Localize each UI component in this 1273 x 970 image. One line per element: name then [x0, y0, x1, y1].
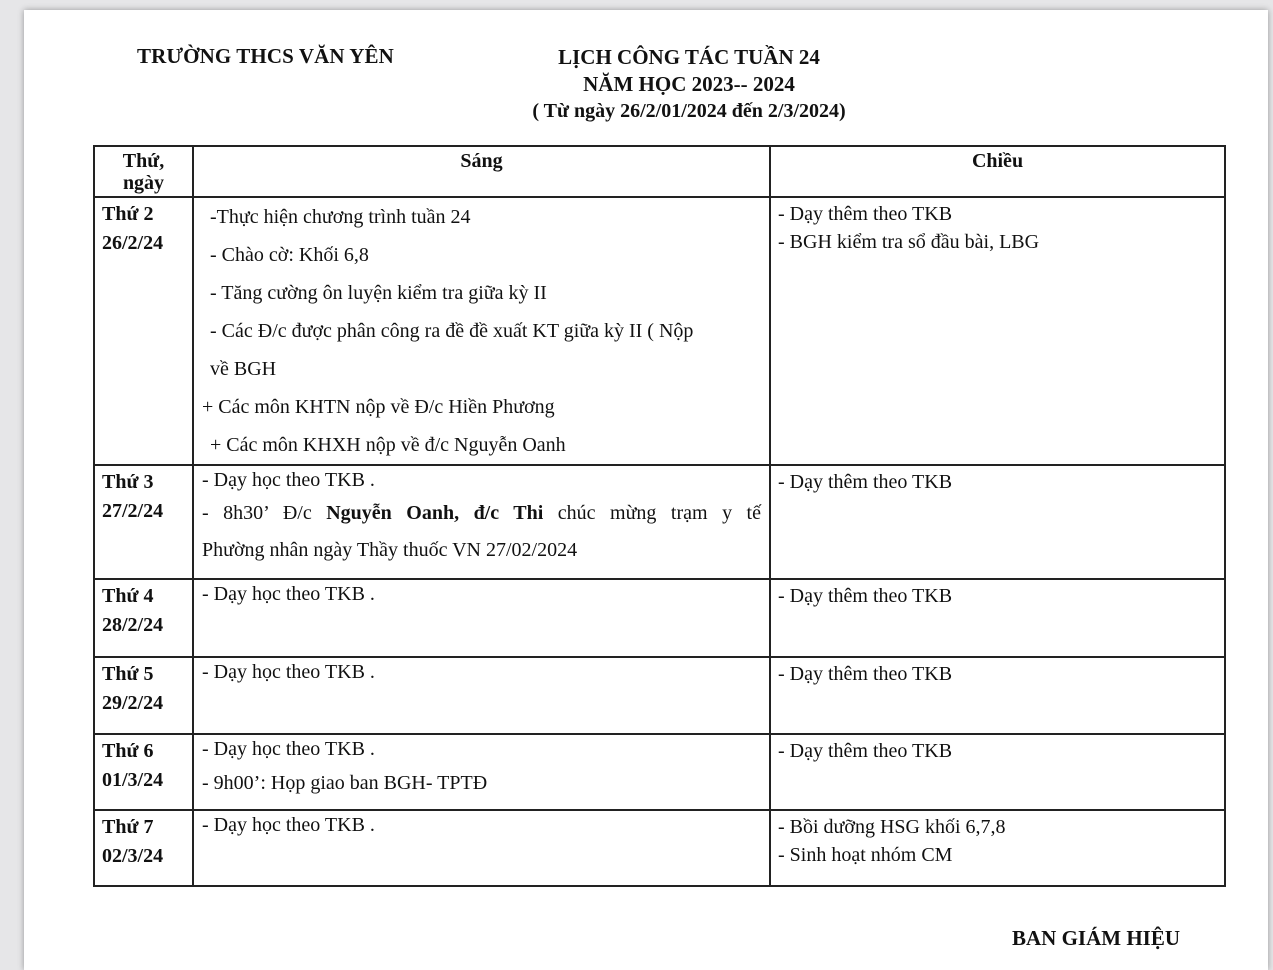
morning-item: - Tăng cường ôn luyện kiểm tra giữa kỳ II: [210, 282, 547, 304]
day-cell: [94, 810, 193, 886]
afternoon-cell: [770, 734, 1225, 810]
morning-item: - Chào cờ: Khối 6,8: [210, 244, 369, 266]
morning-item: - Dạy học theo TKB .: [202, 661, 375, 683]
day-cell: [94, 657, 193, 734]
header-morning: Sáng: [193, 146, 770, 197]
morning-text: - 8h30’ Đ/c: [202, 502, 327, 524]
table-row: [94, 579, 1225, 657]
table-row: [94, 657, 1225, 734]
day-date: 28/2/24: [102, 614, 164, 636]
day-label: Thứ 2: [102, 203, 154, 225]
day-cell: [94, 465, 193, 579]
morning-cell: [193, 734, 770, 810]
afternoon-item: - Dạy thêm theo TKB: [778, 663, 953, 685]
afternoon-item: - BGH kiểm tra sổ đầu bài, LBG: [778, 231, 1040, 253]
afternoon-item: - Sinh hoạt nhóm CM: [778, 844, 953, 866]
morning-item: về BGH: [210, 358, 277, 380]
day-date: 29/2/24: [102, 692, 164, 714]
morning-item: - Dạy học theo TKB .: [202, 583, 375, 605]
day-label: Thứ 7: [102, 816, 154, 838]
afternoon-cell: [770, 465, 1225, 579]
header-day: [94, 146, 193, 197]
morning-item: - 9h00’: Họp giao ban BGH- TPTĐ: [202, 772, 488, 794]
morning-item: - Dạy học theo TKB .: [202, 469, 375, 491]
morning-item: [202, 494, 761, 532]
morning-item: + Các môn KHTN nộp về Đ/c Hiền Phương: [202, 396, 555, 418]
header-afternoon: Chiều: [770, 146, 1225, 197]
afternoon-cell: [770, 197, 1225, 465]
schedule-table: [93, 145, 1226, 887]
morning-cell: [193, 810, 770, 886]
afternoon-item: - Bồi dưỡng HSG khối 6,7,8: [778, 816, 1006, 838]
morning-bold-names: Nguyễn Oanh, đ/c Thi: [326, 502, 544, 524]
day-label: Thứ 3: [102, 471, 154, 493]
morning-item: - Dạy học theo TKB .: [202, 738, 375, 760]
table-row: [94, 465, 1225, 579]
table-row: [94, 810, 1225, 886]
header-day-line2: ngày: [122, 172, 165, 194]
table-header-row: [94, 146, 1225, 197]
afternoon-cell: [770, 810, 1225, 886]
afternoon-item: - Dạy thêm theo TKB: [778, 471, 953, 493]
document-page: [24, 10, 1268, 970]
morning-item: + Các môn KHXH nộp về đ/c Nguyễn Oanh: [210, 434, 566, 456]
morning-cell: [193, 197, 770, 465]
morning-cell: [193, 465, 770, 579]
title-block: [484, 44, 894, 125]
day-cell: [94, 734, 193, 810]
day-date: 26/2/24: [102, 232, 164, 254]
morning-item: Phường nhân ngày Thầy thuốc VN 27/02/2024: [202, 539, 578, 561]
day-cell: [94, 579, 193, 657]
afternoon-item: - Dạy thêm theo TKB: [778, 585, 953, 607]
morning-cell: [193, 579, 770, 657]
morning-item: -Thực hiện chương trình tuần 24: [210, 206, 471, 228]
school-name: TRƯỜNG THCS VĂN YÊN: [137, 44, 394, 68]
day-date: 27/2/24: [102, 500, 164, 522]
morning-text: chúc mừng trạm y tế: [543, 502, 761, 524]
day-cell: [94, 197, 193, 465]
table-row: [94, 734, 1225, 810]
afternoon-cell: [770, 579, 1225, 657]
morning-item: - Các Đ/c được phân công ra đề đề xuất KT giữa kỳ II ( Nộp: [210, 320, 694, 342]
afternoon-item: - Dạy thêm theo TKB: [778, 740, 953, 762]
table-row: [94, 197, 1225, 465]
signature-label: BAN GIÁM HIỆU: [1012, 926, 1181, 950]
afternoon-item: - Dạy thêm theo TKB: [778, 203, 953, 225]
day-label: Thứ 4: [102, 585, 154, 607]
day-label: Thứ 6: [102, 740, 154, 762]
header-day-line1: Thứ,: [122, 150, 165, 172]
day-date: 02/3/24: [102, 845, 164, 867]
school-year: NĂM HỌC 2023-- 2024: [583, 72, 795, 96]
day-label: Thứ 5: [102, 663, 154, 685]
afternoon-cell: [770, 657, 1225, 734]
day-date: 01/3/24: [102, 769, 164, 791]
date-range: ( Từ ngày 26/2/01/2024 đến 2/3/2024): [532, 100, 846, 122]
morning-item: - Dạy học theo TKB .: [202, 814, 375, 836]
schedule-title: LỊCH CÔNG TÁC TUẦN 24: [558, 45, 820, 69]
morning-cell: [193, 657, 770, 734]
